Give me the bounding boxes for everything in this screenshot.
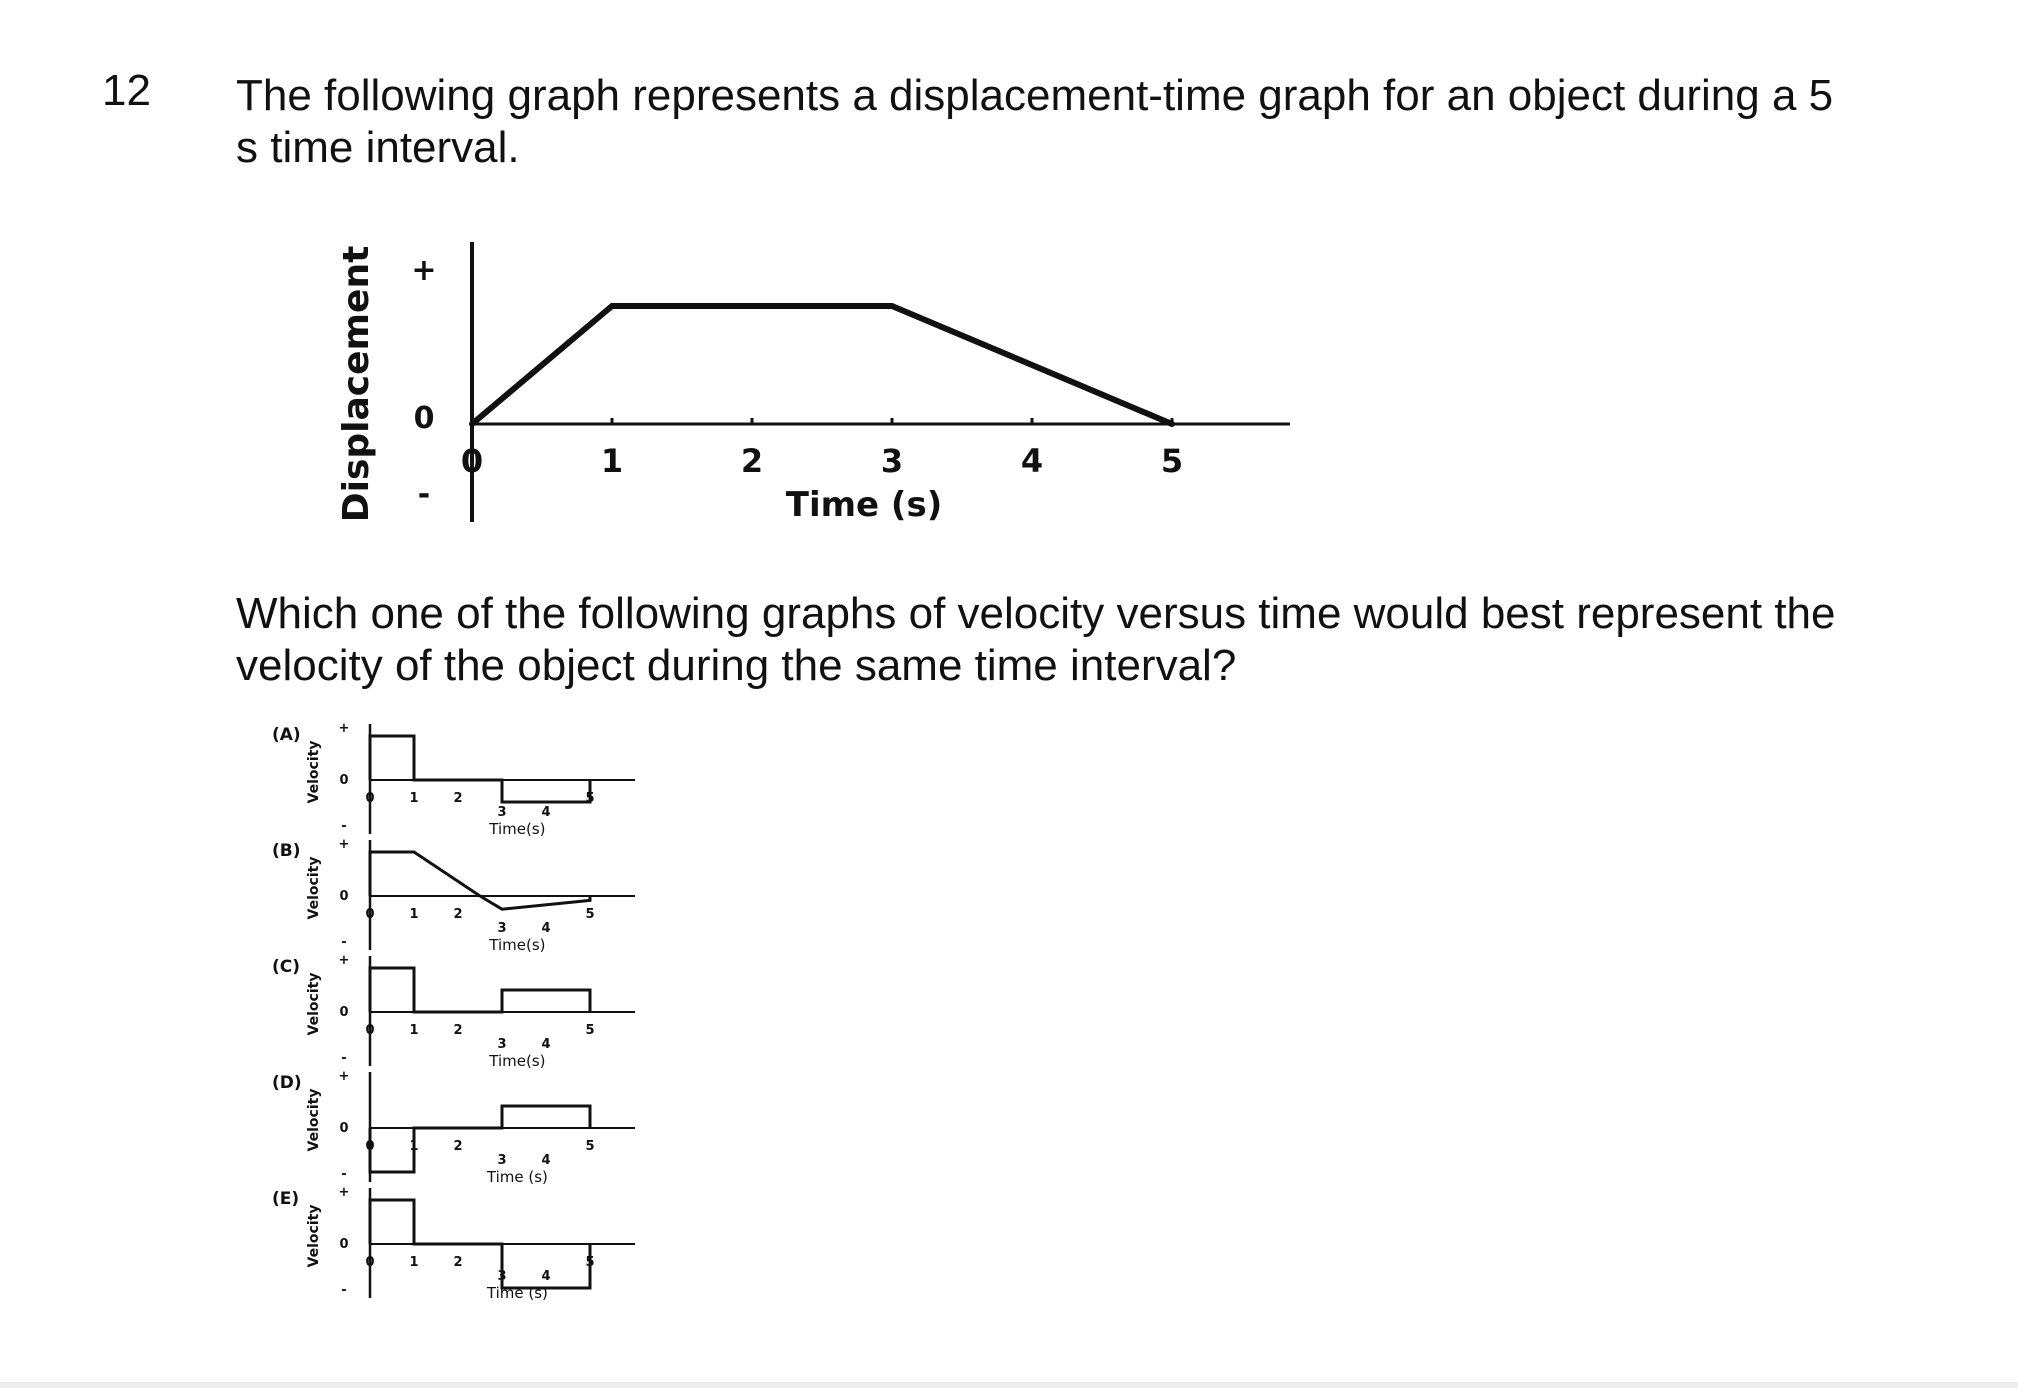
answer-option-c[interactable] <box>272 953 635 1070</box>
option-x-tick-label: 1 <box>409 907 419 922</box>
y-tick-label: - <box>417 477 431 512</box>
option-x-tick-label: 1 <box>409 1255 419 1270</box>
option-velocity-line <box>370 1106 590 1172</box>
y-axis-label: Displacement <box>336 245 377 523</box>
y-tick-label: 0 <box>413 401 435 436</box>
option-y-tick-label: + <box>338 1069 350 1084</box>
option-x-tick-label: 2 <box>453 907 463 922</box>
option-x-tick-label: 3 <box>497 1037 507 1052</box>
y-tick-label: + <box>411 253 437 289</box>
question-prompt-line-2: velocity of the object during the same time interval? <box>236 641 1237 690</box>
option-y-tick-label: + <box>338 953 350 968</box>
option-x-tick-label: 5 <box>585 791 595 806</box>
question-number: 12 <box>102 66 151 115</box>
option-x-tick-label: 5 <box>585 1255 595 1270</box>
option-x-tick-label: 5 <box>585 907 595 922</box>
data-point <box>469 421 475 427</box>
option-y-tick-label: + <box>338 837 350 852</box>
x-tick-label: 1 <box>600 442 624 480</box>
option-x-tick-label: 2 <box>453 1023 463 1038</box>
option-label: (C) <box>272 957 301 977</box>
option-y-tick-label: + <box>338 1185 350 1200</box>
option-x-axis-label: Time (s) <box>486 1168 548 1186</box>
option-x-tick-label: 3 <box>497 1153 507 1168</box>
answer-option-d[interactable] <box>272 1069 635 1186</box>
answer-options <box>250 710 670 1380</box>
option-y-tick-label: + <box>338 721 350 736</box>
option-y-axis-label: Velocity <box>306 856 322 920</box>
option-x-tick-label: 2 <box>453 791 463 806</box>
option-x-tick-label: 0 <box>365 1023 375 1038</box>
data-point <box>609 303 615 309</box>
question-stem <box>236 70 1936 174</box>
option-y-tick-label: - <box>341 1167 347 1182</box>
option-x-axis-label: Time (s) <box>486 1284 548 1302</box>
option-y-axis-label: Velocity <box>306 740 322 804</box>
question-stem-line-1: The following graph represents a displacement-time graph for an object during a 5 <box>236 71 1834 120</box>
x-tick-label: 4 <box>1020 442 1044 480</box>
option-y-axis-label: Velocity <box>306 1204 322 1268</box>
x-tick-label: 3 <box>880 442 904 480</box>
option-x-axis-label: Time(s) <box>489 1052 546 1070</box>
option-x-tick-label: 4 <box>541 1153 551 1168</box>
option-x-axis-label: Time(s) <box>489 820 546 838</box>
option-x-tick-label: 0 <box>365 1255 375 1270</box>
displacement-series-line <box>472 306 1172 424</box>
option-x-tick-label: 4 <box>541 1269 551 1284</box>
page-bottom-edge <box>0 1382 2018 1388</box>
option-velocity-line <box>370 736 590 802</box>
option-x-tick-label: 5 <box>585 1023 595 1038</box>
displacement-time-chart <box>300 230 1300 550</box>
question-prompt-line-1: Which one of the following graphs of velocity versus time would best represent the <box>236 589 1836 638</box>
option-label: (B) <box>272 841 301 861</box>
option-label: (D) <box>272 1073 302 1093</box>
option-x-tick-label: 3 <box>497 805 507 820</box>
answer-option-a[interactable] <box>272 721 635 838</box>
option-y-tick-label: 0 <box>339 773 349 788</box>
option-y-tick-label: 0 <box>339 889 349 904</box>
option-x-tick-label: 2 <box>453 1255 463 1270</box>
x-tick-label: 5 <box>1160 442 1184 480</box>
option-y-tick-label: - <box>341 1283 347 1298</box>
option-x-tick-label: 0 <box>365 907 375 922</box>
option-y-axis-label: Velocity <box>306 1088 322 1152</box>
option-velocity-line <box>370 968 590 1012</box>
option-x-tick-label: 1 <box>409 1139 419 1154</box>
option-y-tick-label: - <box>341 1051 347 1066</box>
option-y-tick-label: 0 <box>339 1121 349 1136</box>
option-x-axis-label: Time(s) <box>489 936 546 954</box>
option-x-tick-label: 1 <box>409 1023 419 1038</box>
x-tick-label: 0 <box>460 442 484 480</box>
option-y-tick-label: 0 <box>339 1237 349 1252</box>
option-x-tick-label: 5 <box>585 1139 595 1154</box>
question-prompt <box>236 588 1936 692</box>
option-x-tick-label: 3 <box>497 1269 507 1284</box>
option-x-tick-label: 0 <box>365 1139 375 1154</box>
x-axis-label: Time (s) <box>785 485 943 525</box>
option-velocity-line <box>370 852 590 909</box>
option-label: (A) <box>272 725 301 745</box>
question-stem-line-2: s time interval. <box>236 123 520 172</box>
option-label: (E) <box>272 1189 300 1209</box>
answer-option-b[interactable] <box>272 837 635 954</box>
option-x-tick-label: 1 <box>409 791 419 806</box>
option-y-tick-label: - <box>341 935 347 950</box>
x-tick-label: 2 <box>740 442 764 480</box>
option-y-tick-label: 0 <box>339 1005 349 1020</box>
option-x-tick-label: 4 <box>541 1037 551 1052</box>
answer-option-e[interactable] <box>272 1185 635 1302</box>
option-x-tick-label: 4 <box>541 805 551 820</box>
option-y-axis-label: Velocity <box>306 972 322 1036</box>
option-x-tick-label: 0 <box>365 791 375 806</box>
option-x-tick-label: 3 <box>497 921 507 936</box>
option-x-tick-label: 4 <box>541 921 551 936</box>
option-y-tick-label: - <box>341 819 347 834</box>
data-point <box>889 303 895 309</box>
option-x-tick-label: 2 <box>453 1139 463 1154</box>
data-point <box>1169 421 1175 427</box>
